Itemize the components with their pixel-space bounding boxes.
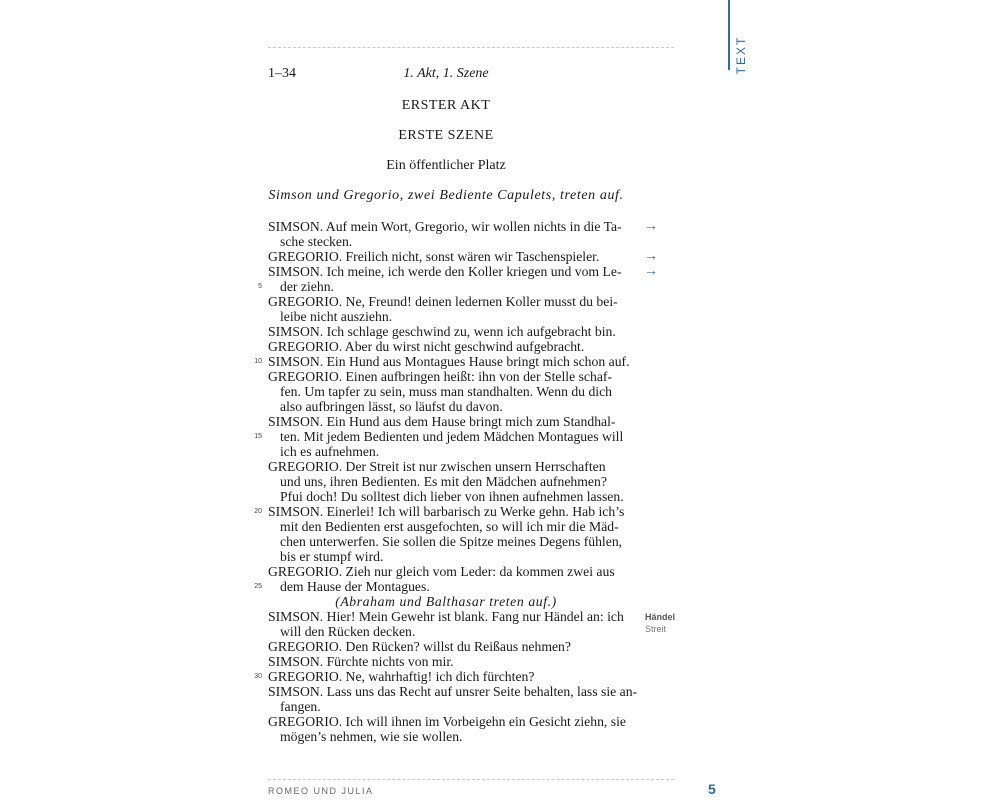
link-arrow-icon[interactable]: →: [644, 264, 658, 279]
text-line: [268, 564, 624, 579]
text-line: [268, 489, 624, 504]
line-number: 5: [258, 283, 262, 290]
line-text: SIMSON. Auf mein Wort, Gregorio, wir wollen nichts in die Ta-: [268, 219, 622, 234]
line-text: chen unterwerfen. Sie sollen die Spitze meines Degens fühlen,: [280, 534, 623, 549]
gloss-term: Händel: [645, 612, 676, 622]
line-text: GREGORIO. Einen aufbringen heißt: ihn von der Stelle schaf-: [268, 369, 613, 384]
line-text: SIMSON. Hier! Mein Gewehr ist blank. Fang nur Händel an: ich: [268, 609, 624, 624]
link-arrow-icon[interactable]: →: [644, 249, 658, 264]
line-text: mögen’s nehmen, wie sie wollen.: [280, 729, 463, 744]
bottom-dashed-rule: [268, 779, 674, 780]
line-text: mit den Bedienten erst ausgefochten, so will ich mir die Mäd-: [280, 519, 619, 534]
line-text: dem Hause der Montagues.: [280, 579, 430, 594]
line-text: GREGORIO. Ne, Freund! deinen ledernen Koller musst du bei-: [268, 294, 618, 309]
line-number: 20: [254, 508, 262, 515]
top-dashed-rule: [268, 47, 674, 48]
side-tab-marker: [728, 0, 730, 70]
link-arrow-icon[interactable]: →: [644, 219, 658, 234]
line-number: 30: [254, 673, 262, 680]
line-text: ten. Mit jedem Bedienten und jedem Mädchen Montagues will: [280, 429, 624, 444]
text-line: [268, 309, 624, 324]
line-text: SIMSON. Ein Hund aus dem Hause bringt mich zum Standhal-: [268, 414, 616, 429]
text-line: [258, 279, 624, 294]
line-text: GREGORIO. Der Streit ist nur zwischen unsern Herrschaften: [268, 459, 606, 474]
opening-stage-direction: Simson und Gregorio, zwei Bediente Capulets, treten auf.: [268, 188, 624, 203]
text-line: [254, 354, 630, 369]
scene-reference: 1. Akt, 1. Szene: [403, 66, 489, 81]
text-line: [268, 549, 624, 564]
act-heading: ERSTER AKT: [401, 98, 491, 113]
line-text: SIMSON. Ein Hund aus Montagues Hause bringt mich schon auf.: [268, 354, 630, 369]
line-text: leibe nicht ausziehn.: [280, 309, 393, 324]
text-line: [268, 234, 624, 249]
line-text: GREGORIO. Zieh nur gleich vom Leder: da kommen zwei aus: [268, 564, 615, 579]
line-text: GREGORIO. Aber du wirst nicht geschwind aufgebracht.: [268, 339, 585, 354]
text-line: [254, 504, 625, 519]
text-line: [268, 264, 624, 279]
line-text: SIMSON. Fürchte nichts von mir.: [268, 654, 454, 669]
line-text: (Abraham und Balthasar treten auf.): [335, 594, 557, 609]
text-line: [268, 324, 624, 339]
page-number: 5: [708, 781, 716, 797]
stage-direction-line: [268, 594, 624, 609]
line-text: will den Rücken decken.: [280, 624, 416, 639]
text-line: [268, 519, 624, 534]
text-line: [268, 444, 624, 459]
line-text: also aufbringen lässt, so läufst du davon.: [280, 399, 503, 414]
text-line: [268, 729, 624, 744]
text-line: [268, 399, 624, 414]
line-text: fen. Um tapfer zu sein, muss man standhalten. Wenn du dich: [280, 384, 613, 399]
line-text: SIMSON. Lass uns das Recht auf unsrer Seite behalten, lass sie an-: [268, 684, 638, 699]
place-heading: Ein öffentlicher Platz: [386, 158, 506, 173]
line-text: GREGORIO. Freilich nicht, sonst wären wir Taschenspieler.: [268, 249, 600, 264]
text-line: [268, 249, 624, 264]
line-text: und uns, ihren Bedienten. Es mit den Mädchen aufnehmen?: [280, 474, 607, 489]
text-line: [268, 384, 624, 399]
text-line: [268, 654, 624, 669]
text-line: [268, 534, 624, 549]
text-line: [254, 579, 624, 594]
text-line: [268, 414, 624, 429]
text-line: [268, 339, 624, 354]
text-line: [268, 609, 624, 624]
line-text: sche stecken.: [280, 234, 353, 249]
text-line: [268, 459, 624, 474]
line-text: GREGORIO. Ne, wahrhaftig! ich dich fürchten?: [268, 669, 535, 684]
text-line: [268, 699, 624, 714]
line-text: GREGORIO. Den Rücken? willst du Reißaus nehmen?: [268, 639, 571, 654]
line-number: 25: [254, 583, 262, 590]
line-number: 15: [254, 433, 262, 440]
text-line: [268, 294, 624, 309]
line-text: ich es aufnehmen.: [280, 444, 380, 459]
text-line: [268, 639, 624, 654]
line-text: fangen.: [280, 699, 321, 714]
line-text: SIMSON. Einerlei! Ich will barbarisch zu Werke gehn. Hab ich’s: [268, 504, 625, 519]
text-line: [254, 429, 624, 444]
text-line: [268, 714, 624, 729]
line-text: GREGORIO. Ich will ihnen im Vorbeigehn ein Gesicht ziehn, sie: [268, 714, 626, 729]
text-line: [254, 669, 624, 684]
text-line: [268, 369, 624, 384]
line-text: bis er stumpf wird.: [280, 549, 384, 564]
line-text: SIMSON. Ich meine, ich werde den Koller kriegen und vom Le-: [268, 264, 622, 279]
line-text: SIMSON. Ich schlage geschwind zu, wenn ich aufgebracht bin.: [268, 324, 616, 339]
line-text: der ziehn.: [280, 279, 334, 294]
line-number: 10: [254, 358, 262, 365]
side-tab-label[interactable]: TEXT: [734, 35, 748, 75]
line-text: Pfui doch! Du solltest dich lieber von ihnen aufnehmen lassen.: [280, 489, 624, 504]
margin-gloss: [645, 611, 675, 635]
text-line: [268, 219, 624, 234]
gloss-definition: Streit: [645, 624, 667, 634]
book-title: ROMEO UND JULIA: [268, 786, 374, 796]
text-line: [268, 684, 638, 699]
scene-heading: ERSTE SZENE: [398, 128, 494, 143]
line-range: 1–34: [268, 66, 296, 81]
play-text: [254, 219, 638, 744]
text-line: [268, 474, 624, 489]
text-line: [268, 624, 624, 639]
